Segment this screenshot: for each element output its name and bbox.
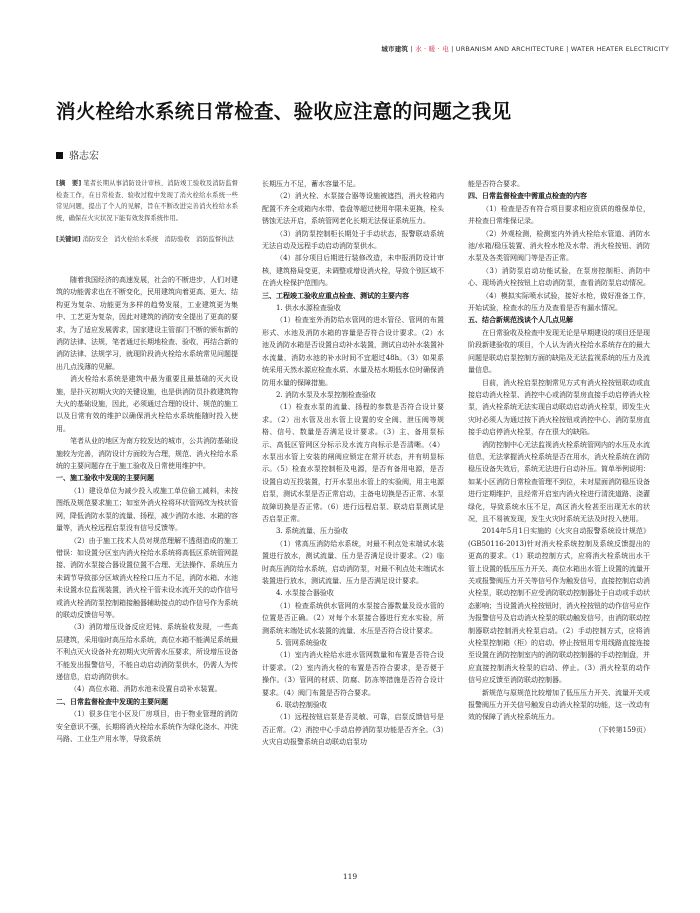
paragraph: （2）消火栓、水泵接合器等设施被遮挡，消火栓箱内配置不齐全或箱内水带、卷盘等超过使用年限未更换，栓头锈蚀无法开启，系统管网老化长期无法保证系统压力。 xyxy=(262,192,444,226)
paragraph: （3）消防增压设备反应迟钝、系统验收发现，一些高层建筑，采用临时高压给水系统，高位水箱不能满足系统最不利点灭火设备补充初期火灾所需水压要求，所设增压设备不能发出报警信号，不能自动启动消防泵供水，仍需人为传递信息，启动消防供水。 xyxy=(56,623,238,681)
paragraph: （4）高位水箱、消防水池未设置自动补水装置。 xyxy=(70,685,222,694)
column-3 xyxy=(468,178,650,736)
paragraph: （1）远程按钮启泵是否灵敏、可靠，启泵反馈信号是否正常。（2）消控中心手动启停消防泵功能是否齐全。（3）火灾自动报警系统自动联动启泵功 xyxy=(262,713,444,747)
paragraph: 2014年5月1日实施的《火灾自动报警系统设计规范》(GB50116-2013)针对消火栓系统控制及系统反馈提出的更高的要求。（1）联动控制方式，应将消火栓系统出水干管上设置的低压压力开关、高位水箱出水管上设置的流量开关或报警阀压力开关等信号作为触发信号，直接控制启动消火栓泵，联动控制不应受消防联动控制器处于自动或手动状态影响；当设置消火栓按钮时，消火栓按钮的动作信号应作为报警信号及启动消火栓泵的联动触发信号，由消防联动控制器联动控制消火栓泵启动。（2）手动控制方式，应将消火栓泵控制箱（柜）的启动、停止按钮用专用线路直接连接至设置在消防控制室内的消防联动控制器的手动控制盘，并应直接控制消火栓泵的启动、停止。（3）消火栓泵的动作信号应反馈至消防联动控制器。 xyxy=(468,527,650,685)
page-number: 119 xyxy=(342,872,358,881)
keywords xyxy=(56,234,238,246)
paragraph: 新规范与原规范比较增加了低压压力开关、流量开关或报警阀压力开关信号触发自动消火栓泵的功能，这一改动有效的保障了消火栓系统压力。 xyxy=(468,688,650,722)
paragraph: （1）检查是否有符合项目要求相应资质的维保单位，并检查日常维保记录。 xyxy=(468,204,650,226)
author-line xyxy=(56,147,99,162)
paragraph: 4. 水泵接合器验收 xyxy=(276,589,334,598)
paragraph: 随着我国经济的高速发展，社会的不断进步，人们对建筑的功能需求也在不断变化，民用建筑向着更高、更大、结构更为复杂、功能更为多样的趋势发展，工业建筑更为集中、工艺更为复杂，因此对建筑的消防安全提出了更高的要求，为了适应发展需求，国家建设主管部门不断的颁布新的消防法律、法规，笔者通过长期地检查、验收，再结合新的消防法律、法规学习，就现阶段消火栓给水系统常见问题提出几点浅薄的见解。 xyxy=(56,275,238,371)
paragraph: （1）室内消火栓给水进水管网数量和布置是否符合设计要求。（2）室内消火栓的布置是否符合要求，是否便于操作。（3）管网的材质、防腐、防冻等措施是否符合设计要求。（4）阀门布置是否符合要求。 xyxy=(262,651,444,697)
paragraph: 笔者从业的地区为南方较发达的城市，公共消防基础设施较为完善，消防设计方面较为合理，规范、消火栓给水系统的主要问题存在于施工验收及日常使用维护中。 xyxy=(56,437,238,471)
paragraph: （1）很多住宅小区及厂房项目，由于物业管理的消防安全意识不强，长期将消火栓给水系统作为绿化浇水、冲洗马路、工业生产用水等，导致系统 xyxy=(56,710,238,743)
paragraph: （4）部分项目后期进行装修改造，未申报消防设计审核，建筑格局变更，未调整或增设消火栓，导致个别区域不在消火栓保护范围内。 xyxy=(262,254,444,288)
paragraph: 目前，消火栓启泵控制常见方式有消火栓按钮联动或直接启动消火栓泵、消控中心或消防泵房直接手动启停消火栓泵，消火栓系统无法实现自动联动启动消火栓泵，即发生火灾时必须人为通过按下消火栓按钮或消控中心、消防泵房直接手动启停消火栓泵，存在很大的缺陷。 xyxy=(468,378,650,437)
paragraph: 消火栓给水系统是建筑中最为重要且最基础的灭火设施，是扑灭初期火灾的关键设施，也是供消防员扑救建筑物大火的基础设施，因此，必须通过合理的设计、规范的施工以及日常有效的维护以确保消火栓给水系统能随时投入使用。 xyxy=(56,375,238,433)
square-bullet-icon xyxy=(56,152,63,159)
abstract-label: [摘 要] xyxy=(56,180,82,187)
paragraph: （1）检查水泵的流量、扬程的参数是否符合设计要求。（2）出水管及出水管上设置的安全阀、泄压阀等规格、信号、数量是否满足设计要求。（3）主、备用泵标示、高低区管网区分标示及水流方向标示是否清晰。（4）水泵出水管上安装的闸阀应锁定在常开状态，并有明显标示。（5）检查水泵控制柜及电源，是否有备用电源，是否设置自动互投装置，打开水泵出水管上的实验阀，用主电源启泵，测试水泵是否正常启动，主备电切换是否正常、水泵故障切换是否正常。（6）进行远程启泵、联动启泵测试是否启泵正常。 xyxy=(262,403,444,523)
column-2-body xyxy=(262,178,444,749)
magazine-name: 城市建筑 xyxy=(381,45,409,53)
section-heading: 三、工程竣工验收应重点检查、测试的主要内容 xyxy=(262,291,409,300)
section-heading: 五、结合新规范浅谈个人几点见解 xyxy=(468,316,573,325)
paragraph: （下转第159页） xyxy=(594,725,650,734)
column-1 xyxy=(56,178,238,745)
header-separator: | xyxy=(451,45,454,53)
paragraph: 2. 消防水泵及水泵控制检查验收 xyxy=(276,390,376,399)
paragraph: （3）消防泵控制柜长期处于手动状态，报警联动系统无法自动及远程手动启动消防泵供水。 xyxy=(262,229,444,251)
paragraph: （1）建设单位为减少投入或施工单位偷工减料，未按图纸及规范要求施工；如室外消火栓将环状管网改为枝状管网，降低消防水泵的流量、扬程，减少消防水池、水箱的容量等，消火栓远程启泵没有信号反馈等。 xyxy=(56,486,238,533)
section-heading: 一、施工验收中发现的主要问题 xyxy=(56,474,154,483)
running-header xyxy=(0,44,669,53)
header-separator: | xyxy=(410,45,413,53)
paragraph: （1）检查系统供水管网的水泵接合器数量及设水管的位置是否正确。（2）对每个水泵接合器进行充水实验，所测系统末端处试水装置的流量、水压是否符合设计要求。 xyxy=(262,601,444,635)
column-2 xyxy=(262,178,444,749)
article-title: 消火栓给水系统日常检查、验收应注意的问题之我见 xyxy=(56,100,512,123)
paragraph: （1）常高压消防给水系统，对最不利点处末端试水装置进行放水，测试流量、压力是否满足设计要求。（2）临时高压消防给水系统，启动消防泵，对最不利点处末端试水装置进行放水，测试流量、压力是否满足设计要求。 xyxy=(262,539,444,585)
paragraph: （4）模拟实际喷水试验，接好水枪，做好准备工作，开始试验，检查水的压力及查看是否有漏水情况。 xyxy=(468,291,650,313)
paragraph: 6. 联动控制验收 xyxy=(276,701,327,710)
column-3-body xyxy=(468,178,650,736)
paragraph: 在日常验收及检查中发现无论是早期建设的项目还是现阶段新建验收的项目，个人认为消火栓给水系统存在的最大问题是联动启泵控制方面的缺陷及无法监视系统的压力及流量信息。 xyxy=(468,328,650,375)
english-section-title: URBANISM AND ARCHITECTURE | WATER HEATER ELECTRICITY xyxy=(455,45,669,53)
column-1-body xyxy=(56,274,238,745)
paragraph: 能是否符合要求。 xyxy=(468,180,524,188)
abstract xyxy=(56,178,238,224)
section-accent: 水 · 暖 · 电 xyxy=(415,45,449,53)
paragraph: （2）外观检测，检测室内外消火栓给水管道、消防水池/水箱/稳压装置、消火栓水枪及水带、消火栓按钮、消防水泵及各类管网阀门等是否正常。 xyxy=(468,229,650,263)
abstract-text: 笔者长期从事消防设计审核、消防竣工验收及消防监督检查工作，在日常检查、验收过程中发现了消火栓给水系统一些常见问题，提出了个人的见解，旨在不断改进完善消火栓给水系统，确保在火灾状况下能有效发挥系统作用。 xyxy=(56,180,238,222)
paragraph: （2）由于施工技术人员对规范理解不透彻造成的施工错误：如设置分区室内消火栓给水系统将高低区系统管网混接、消防水泵接合器设置位置不合理、无法操作、系统压力未调节导致部分区域消火栓栓口压力不足，消防水箱、水池未设置水位监视装置，消火栓干管未设水流开关的动作信号或消火栓消防泵控制箱接触器辅助接点的动作信号作为系统的联动反馈信号等。 xyxy=(56,536,238,619)
paragraph: （1）检查室外消防给水管网的进水管径、管网的布置形式、水池及消防水箱的容量是否符合设计要求。（2）水池及消防水箱是否设置自动补水装置，测试自动补水装置补水流量，消防水池的补水时间不宜超过48h。（3）如果系统采用天然水源应检查水质、水量及枯水期低水位时确保消防用水量的保障措施。 xyxy=(262,316,444,387)
paragraph: 消防控制中心无法监视消火栓系统管网内的水压及水流信息，无法掌握消火栓系统是否在用水，消火栓系统在消防稳压设备失效后，系统无法进行自动补压。简单举例说明：如某小区消防日常检查管理不到位，未对屋面消防稳压设备进行定期维护，且经常开启室内消火栓进行清洗道路、浇灌绿化，导致系统水压不足，高区消火栓甚至出现无水的状况，且不易被发现，发生火灾时系统无法及时投入使用。 xyxy=(468,440,650,523)
paragraph: 3. 系统流量、压力验收 xyxy=(276,527,348,536)
paragraph: 5. 管网系统验收 xyxy=(276,639,327,648)
keywords-label: [关键词] xyxy=(56,236,81,244)
keywords-text: 消防安全 消火栓给水系统 消防验收 消防监督执法 xyxy=(82,236,234,244)
section-heading: 四、日常监督检查中需重点检查的内容 xyxy=(468,192,587,201)
paragraph: （3）消防泵启动功能试验，在泵房控制柜、消防中心、现场消火栓按钮上启动消防泵，查看消防泵启动情况。 xyxy=(468,266,650,288)
section-heading: 二、日常监督检查中发现的主要问题 xyxy=(56,697,168,706)
paragraph: 1. 供水水源检查验收 xyxy=(276,304,341,313)
author-name: 骆志宏 xyxy=(69,151,99,162)
paragraph: 长期压力不足，蓄水容量不足。 xyxy=(262,180,360,188)
